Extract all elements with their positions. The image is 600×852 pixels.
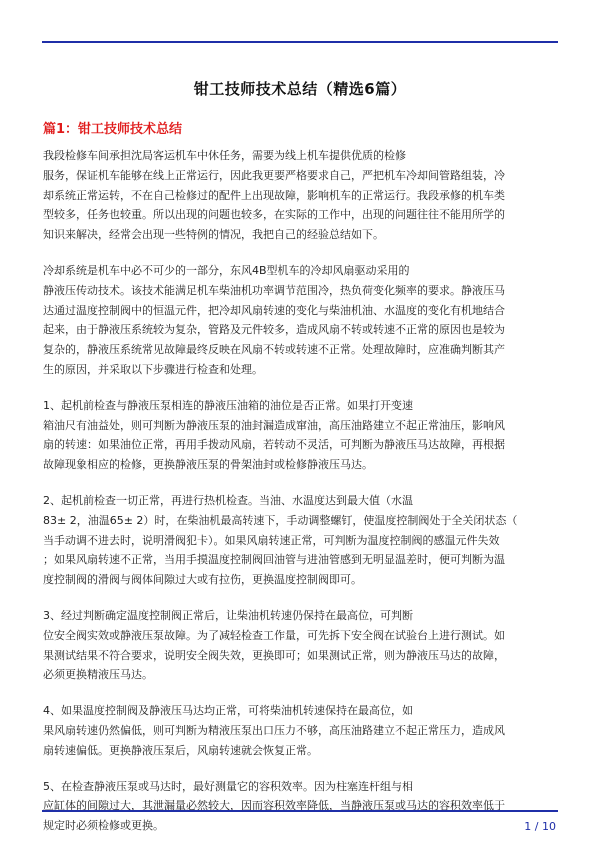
- text-line: 应缸体的间隙过大，其泄漏量必然较大，因而容积效率降低，当静液压泵或马达的容积效率低于: [43, 799, 505, 813]
- text-line: 度控制阀的滑阀与阀体间隙过大或有拉伤，更换温度控制阀即可。: [43, 573, 362, 587]
- bottom-rule: [42, 810, 558, 812]
- paragraph-5: [43, 606, 557, 685]
- text-line: 扇的转速：如果油位正常，再用手拨动风扇，若转动不灵活，可判断为静液压马达故障，再根据: [43, 438, 505, 452]
- paragraph-7: [43, 777, 557, 836]
- page-indicator: 1 / 10: [524, 820, 556, 833]
- text-line: 3、经过判断确定温度控制阀正常后，让柴油机转速仍保持在最高位，可判断: [43, 608, 413, 622]
- paragraph-4: [43, 491, 557, 590]
- text-line: 果测试结果不符合要求，说明安全阀失效，更换即可；如果测试正常，则为静液压马达的故障，: [43, 648, 505, 662]
- text-line: 1、起机前检查与静液压泵相连的静液压油箱的油位是否正常。如果打开变速: [43, 398, 413, 412]
- text-line: 起来，由于静液压系统较为复杂，管路及元件较多，造成风扇不转或转速不正常的原因也是较为: [43, 323, 505, 337]
- page-title: 钳工技师技术总结（精选6篇）: [193, 80, 407, 98]
- text-line: 必须更换精液压马达。: [43, 668, 153, 682]
- text-line: ；如果风扇转速不正常，当用手摸温度控制阀回油管与进油管感到无明显温差时，便可判断为温: [43, 553, 505, 567]
- text-line: 位安全阀实效或静液压泵故障。为了减轻检查工作量，可先拆下安全阀在试验台上进行测试。如: [43, 628, 505, 642]
- text-line: 服务，保证机车能够在线上正常运行，因此我更要严格要求自己，严把机车冷却间管路组装，冷: [43, 168, 505, 182]
- paragraph-6: [43, 701, 557, 760]
- text-line: 83± 2，油温65± 2）时，在柴油机最高转速下，手动调整螺钉，使温度控制阀处于全关闭状态（: [43, 513, 518, 527]
- text-line: 复杂的，静液压系统常见故障最终反映在风扇不转或转速不正常。处理故障时，应准确判断其产: [43, 343, 505, 357]
- top-rule: [42, 41, 558, 43]
- document-body: [43, 146, 557, 852]
- text-line: 果风扇转速仍然偏低，则可判断为精液压泵出口压力不够，高压油路建立不起正常压力，造成风: [43, 723, 505, 737]
- text-line: 4、如果温度控制阀及静液压马达均正常，可将柴油机转速保持在最高位，如: [43, 704, 413, 718]
- section-heading: 篇1：钳工技师技术总结: [43, 122, 183, 137]
- text-line: 型较多，任务也较重。所以出现的问题也较多，在实际的工作中，出现的问题往往不能用所学的: [43, 208, 505, 222]
- paragraph-1: [43, 146, 557, 245]
- text-line: 我段检修车间承担沈局客运机车中休任务，需要为线上机车提供优质的检修: [43, 149, 406, 162]
- text-line: 静液压传动技术。该技术能满足机车柴油机功率调节范围冷，热负荷变化频率的要求。静液压马: [43, 283, 505, 297]
- paragraph-2: [43, 261, 557, 380]
- text-line: 冷却系统是机车中必不可少的一部分，东风4B型机车的冷却风扇驱动采用的: [43, 263, 410, 277]
- text-line: 生的原因，并采取以下步骤进行检查和处理。: [43, 362, 263, 376]
- text-line: 当手动调不进去时，说明滑阀犯卡）。如果风扇转速正常，可判断为温度控制阀的感温元件失效: [43, 533, 500, 547]
- text-line: 达通过温度控制阀中的恒温元件，把冷却风扇转速的变化与柴油机油、水温度的变化有机地结合: [43, 303, 505, 317]
- text-line: 知识来解决，经常会出现一些特例的情况，我把自己的经验总结如下。: [43, 228, 384, 242]
- text-line: 故障现象相应的检修，更换静液压泵的骨架油封或检修静液压马达。: [43, 458, 373, 472]
- text-line: 扇转速偏低。更换静液压泵后，风扇转速就会恢复正常。: [43, 743, 318, 757]
- text-line: 却系统正常运转，不在自己检修过的配件上出现故障，影响机车的正常运行。我段承修的机车类: [43, 188, 505, 202]
- text-line: 规定时必须检修或更换。: [43, 819, 164, 833]
- text-line: 5、在检查静液压泵或马达时，最好测量它的容积效率。因为柱塞连杆组与相: [43, 779, 413, 793]
- paragraph-3: [43, 396, 557, 475]
- text-line: 箱油尺有油益处，则可判断为静液压泵的油封漏造成窜油，高压油路建立不起正常油压，影响风: [43, 418, 505, 432]
- text-line: 2、起机前检查一切正常，再进行热机检查。当油、水温度达到最大值（水温: [43, 493, 413, 507]
